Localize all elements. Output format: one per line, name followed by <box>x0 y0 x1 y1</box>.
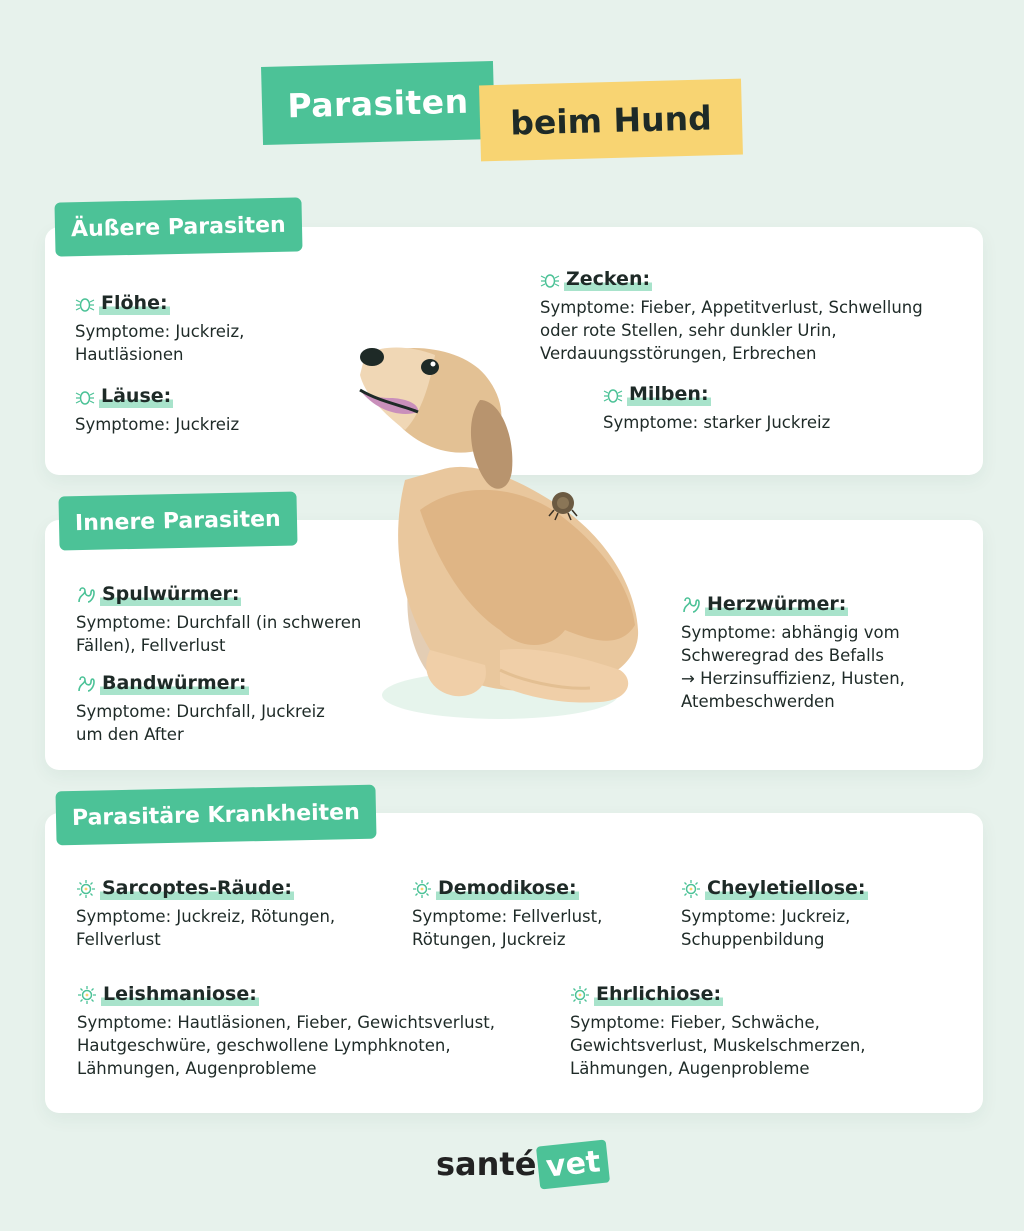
virus-icon <box>570 985 590 1005</box>
item-milben-name: Milben: <box>629 383 709 405</box>
section-title-internal: Innere Parasiten <box>58 492 297 551</box>
item-milben-text: Symptome: starker Juckreiz <box>603 412 831 432</box>
item-zecken-name: Zecken: <box>566 268 651 290</box>
item-sarcoptes-text: Symptome: Juckreiz, Rötungen, Fellverlust <box>76 906 336 949</box>
item-leishmaniose-text: Symptome: Hautläsionen, Fieber, Gewichtsverlust, Hautgeschwüre, geschwollene Lymphknoten, Lähmungen, Augenprobleme <box>77 1012 495 1078</box>
title-part1: Parasiten <box>261 61 495 145</box>
item-spulwuermer <box>76 583 396 657</box>
item-cheyletiellose-name: Cheyletiellose: <box>707 877 866 899</box>
logo-text-part2: vet <box>536 1139 610 1189</box>
item-demodikose <box>412 877 672 951</box>
item-bandwuermer-text: Symptome: Durchfall, Juckreiz um den After <box>76 701 325 744</box>
item-sarcoptes <box>76 877 396 951</box>
item-zecken <box>540 268 960 365</box>
item-cheyletiellose <box>681 877 971 951</box>
item-leishmaniose-name: Leishmaniose: <box>103 983 257 1005</box>
bug-icon <box>603 385 623 405</box>
item-ehrlichiose-text: Symptome: Fieber, Schwäche, Gewichtsverlust, Muskelschmerzen, Lähmungen, Augenprobleme <box>570 1012 866 1078</box>
item-zecken-text: Symptome: Fieber, Appetitverlust, Schwellung oder rote Stellen, sehr dunkler Urin, Verdauungsstörungen, Erbrechen <box>540 297 923 363</box>
item-floehe <box>75 292 375 366</box>
item-milben <box>603 383 963 434</box>
section-title-external: Äußere Parasiten <box>54 197 302 256</box>
item-spulwuermer-name: Spulwürmer: <box>102 583 240 605</box>
item-herzwuermer <box>681 593 971 713</box>
bug-icon <box>75 387 95 407</box>
item-leishmaniose <box>77 983 547 1080</box>
santevet-logo <box>436 1134 609 1194</box>
virus-icon <box>76 879 96 899</box>
item-herzwuermer-name: Herzwürmer: <box>707 593 847 615</box>
item-demodikose-text: Symptome: Fellverlust, Rötungen, Juckreiz <box>412 906 603 949</box>
virus-icon <box>77 985 97 1005</box>
item-demodikose-name: Demodikose: <box>438 877 577 899</box>
bug-icon <box>540 270 560 290</box>
item-ehrlichiose <box>570 983 970 1080</box>
virus-icon <box>681 879 701 899</box>
item-laeuse <box>75 385 375 436</box>
section-title-diseases: Parasitäre Krankheiten <box>55 785 376 846</box>
virus-icon <box>412 879 432 899</box>
item-laeuse-text: Symptome: Juckreiz <box>75 414 240 434</box>
bug-icon <box>75 294 95 314</box>
item-bandwuermer <box>76 672 396 746</box>
worm-icon <box>76 674 96 694</box>
item-floehe-text: Symptome: Juckreiz, Hautläsionen <box>75 321 245 364</box>
logo-text-part1: santé <box>436 1145 537 1183</box>
worm-icon <box>681 595 701 615</box>
item-spulwuermer-text: Symptome: Durchfall (in schweren Fällen), Fellverlust <box>76 612 362 655</box>
item-herzwuermer-text: Symptome: abhängig vom Schweregrad des Befalls → Herzinsuffizienz, Husten, Atembeschwerden <box>681 622 905 711</box>
worm-icon <box>76 585 96 605</box>
item-laeuse-name: Läuse: <box>101 385 172 407</box>
item-sarcoptes-name: Sarcoptes-Räude: <box>102 877 293 899</box>
item-ehrlichiose-name: Ehrlichiose: <box>596 983 722 1005</box>
item-cheyletiellose-text: Symptome: Juckreiz, Schuppenbildung <box>681 906 851 949</box>
item-bandwuermer-name: Bandwürmer: <box>102 672 247 694</box>
title-part2: beim Hund <box>479 79 743 162</box>
item-floehe-name: Flöhe: <box>101 292 168 314</box>
